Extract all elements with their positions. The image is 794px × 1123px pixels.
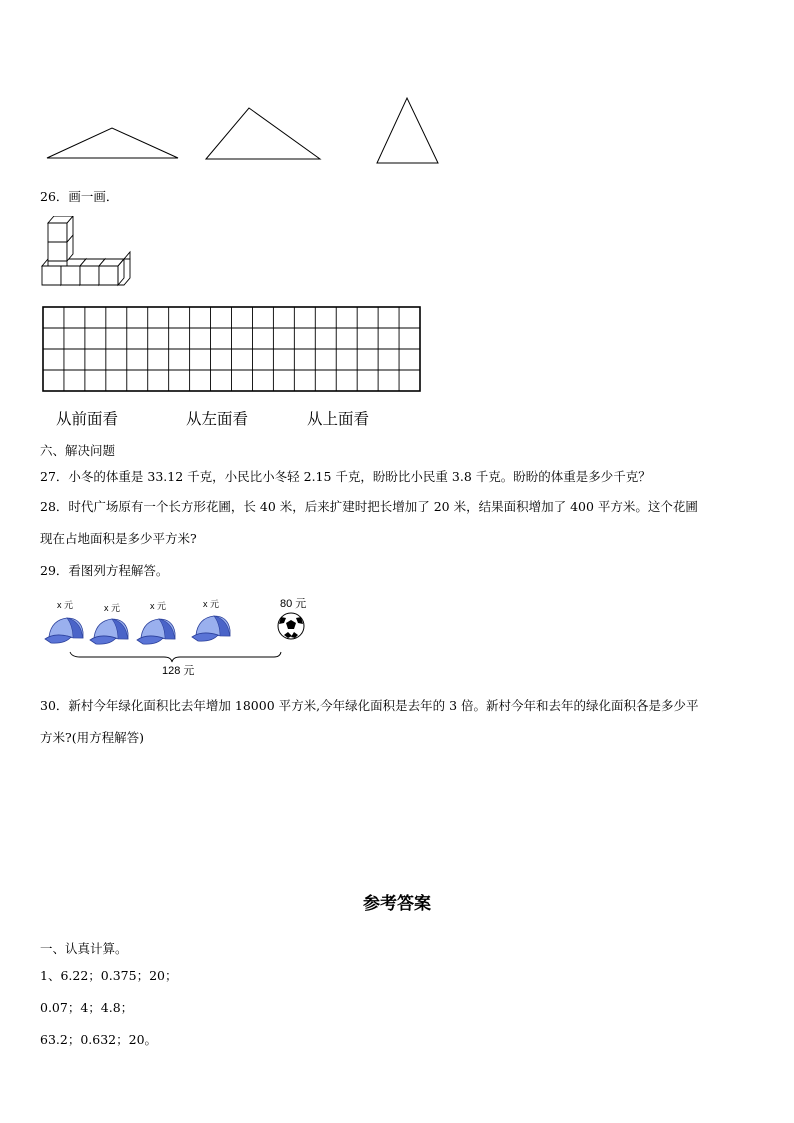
question-28-line1: 28．时代广场原有一个长方形花圃，长 40 米，后来扩建时把长增加了 20 米，结果面积增加了 400 平方米。这个花圃: [40, 499, 698, 514]
soccer-ball-icon: [278, 613, 304, 639]
cap-icon-3: [137, 619, 175, 644]
answer-line-2: 0.07；4；4.8；: [40, 1000, 134, 1015]
ball-price: 80 元: [280, 598, 307, 610]
cap-icon-2: [90, 619, 128, 644]
drawing-grid: [42, 306, 424, 394]
cap-price-1: x 元: [57, 600, 74, 610]
cap-price-4: x 元: [203, 599, 220, 609]
total-brace: [70, 652, 281, 662]
question-28-line2: 现在占地面积是多少平方米?: [40, 531, 197, 546]
total-price: 128 元: [162, 665, 195, 677]
view-label-left: 从左面看: [186, 410, 249, 428]
answers-section-1: 一、认真计算。: [40, 941, 128, 956]
question-30-line2: 方米?(用方程解答): [40, 730, 144, 745]
answers-title: 参考答案: [363, 894, 431, 914]
triangle-obtuse: [47, 128, 178, 158]
question-29: 29．看图列方程解答。: [40, 563, 169, 578]
question-30-line1: 30．新村今年绿化面积比去年增加 18000 平方米,今年绿化面积是去年的 3 倍。新村今年和去年的绿化面积各是多少平: [40, 698, 699, 713]
section-6-title: 六、解决问题: [40, 443, 116, 458]
triangle-acute: [377, 98, 438, 163]
question-27: 27．小冬的体重是 33.12 千克，小民比小冬轻 2.15 千克，盼盼比小民重 3.8 千克。盼盼的体重是多少千克？: [40, 469, 651, 484]
cap-icon-1: [45, 618, 83, 643]
cap-price-2: x 元: [104, 603, 121, 613]
cap-price-3: x 元: [150, 601, 167, 611]
view-label-front: 从前面看: [56, 410, 119, 428]
cube-column-back: [48, 216, 73, 266]
answer-line-1: 1、6.22；0.375；20；: [40, 968, 178, 983]
view-label-top: 从上面看: [307, 410, 370, 428]
answer-line-3: 63.2；0.632；20。: [40, 1032, 158, 1047]
triangle-right: [206, 108, 320, 159]
cap-icon-4: [192, 616, 230, 641]
cube-stack-figure: [36, 216, 136, 288]
question-26: 26．画一画．: [40, 189, 119, 204]
triangles-figure: [0, 0, 794, 180]
